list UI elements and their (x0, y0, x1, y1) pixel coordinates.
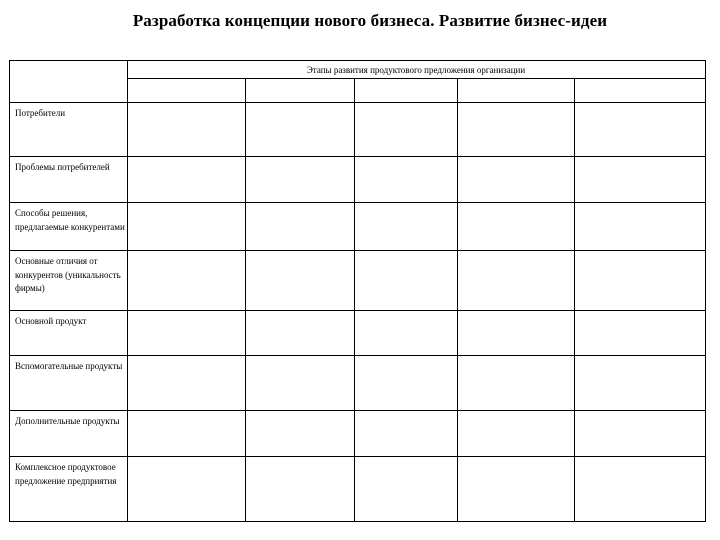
row-label: Основной продукт (15, 316, 87, 326)
table-cell[interactable] (246, 103, 354, 156)
table-cell[interactable] (246, 356, 354, 410)
table-cell[interactable] (128, 157, 245, 202)
table-cell[interactable] (355, 411, 457, 456)
table-cell[interactable] (355, 103, 457, 156)
stage-name-cell[interactable] (355, 79, 457, 102)
table-cell[interactable] (575, 311, 705, 355)
table-cell[interactable] (355, 157, 457, 202)
table-cell[interactable] (355, 356, 457, 410)
row-label: Потребители (15, 108, 66, 118)
page-title: Разработка концепции нового бизнеса. Развитие бизнес-идеи (132, 11, 608, 30)
table-cell[interactable] (575, 411, 705, 456)
table-cell[interactable] (575, 356, 705, 410)
table-cell[interactable] (128, 103, 245, 156)
table-cell[interactable] (458, 251, 574, 310)
table-cell[interactable] (246, 311, 354, 355)
table-cell[interactable] (128, 311, 245, 355)
stage-name-cell[interactable] (575, 79, 705, 102)
table-cell[interactable] (128, 251, 245, 310)
table-cell[interactable] (355, 457, 457, 521)
table-cell[interactable] (458, 356, 574, 410)
row-label: Дополнительные продукты (15, 416, 120, 426)
table-cell[interactable] (246, 457, 354, 521)
table-cell[interactable] (355, 251, 457, 310)
stages-header: Этапы развития продуктового предложения организации (306, 65, 526, 75)
table-cell[interactable] (246, 251, 354, 310)
table-cell[interactable] (128, 356, 245, 410)
table-cell[interactable] (355, 311, 457, 355)
table-cell[interactable] (128, 203, 245, 250)
table-cell[interactable] (128, 411, 245, 456)
table-cell[interactable] (246, 411, 354, 456)
row-label: Проблемы потребителей (15, 162, 110, 172)
row-label: Основные отличия от конкурентов (уникальность фирмы) (15, 256, 121, 293)
table-cell[interactable] (458, 411, 574, 456)
table-cell[interactable] (128, 457, 245, 521)
table-cell[interactable] (575, 157, 705, 202)
stage-name-cell[interactable] (128, 79, 245, 102)
table-cell[interactable] (246, 157, 354, 202)
table-cell[interactable] (458, 157, 574, 202)
row-label: Способы решения, предлагаемые конкурентами (15, 208, 125, 232)
table-cell[interactable] (355, 203, 457, 250)
table-cell[interactable] (458, 203, 574, 250)
table-cell[interactable] (458, 103, 574, 156)
row-label: Вспомогательные продукты (15, 361, 123, 371)
table-cell[interactable] (575, 203, 705, 250)
table-cell[interactable] (246, 203, 354, 250)
stage-name-cell[interactable] (246, 79, 354, 102)
table-cell[interactable] (575, 457, 705, 521)
table-cell[interactable] (458, 311, 574, 355)
table-cell[interactable] (575, 103, 705, 156)
stage-name-cell[interactable] (458, 79, 574, 102)
table-cell[interactable] (458, 457, 574, 521)
table-cell[interactable] (575, 251, 705, 310)
row-label: Комплексное продуктовое предложение предприятия (15, 462, 117, 486)
